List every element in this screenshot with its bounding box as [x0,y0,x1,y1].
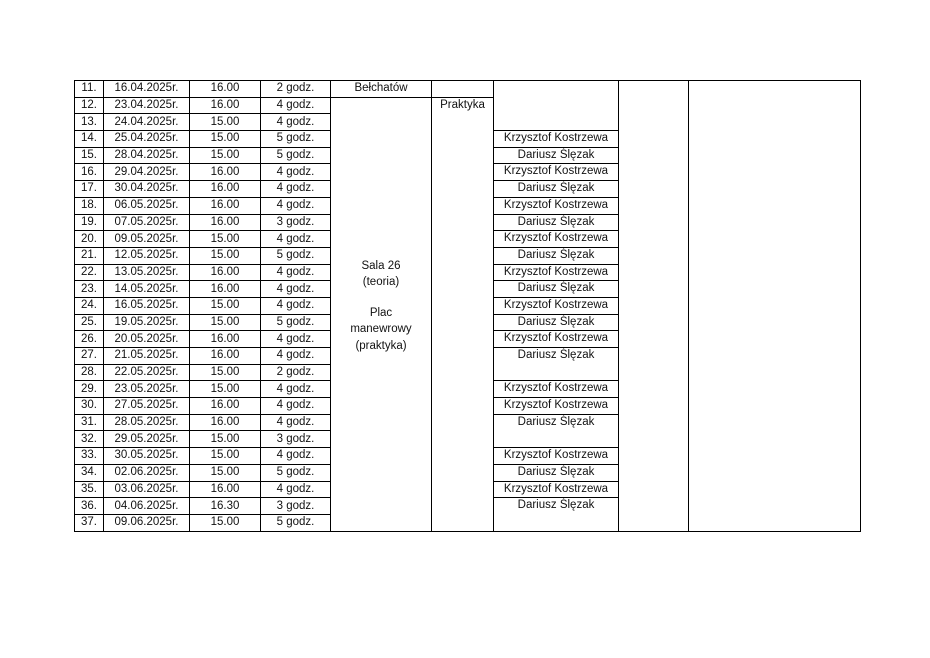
row-hours: 3 godz. [261,214,331,231]
row-hours: 2 godz. [261,364,331,381]
row-number: 19. [75,214,104,231]
row-hours: 4 godz. [261,297,331,314]
row-date: 23.04.2025r. [104,97,190,114]
row-number: 18. [75,197,104,214]
row-hours: 5 godz. [261,464,331,481]
row-hours: 5 godz. [261,147,331,164]
row-number: 37. [75,514,104,531]
row-hours: 4 godz. [261,398,331,415]
row-time: 15.00 [190,314,261,331]
row-hours: 5 godz. [261,314,331,331]
row-date: 03.06.2025r. [104,481,190,498]
row-time: 15.00 [190,247,261,264]
instructor-name: Dariusz Ślęzak [494,314,619,331]
row-time: 16.00 [190,481,261,498]
instructor-name: Dariusz Ślęzak [494,181,619,198]
instructor-name: Dariusz Ślęzak [494,147,619,164]
row-date: 19.05.2025r. [104,314,190,331]
row-date: 20.05.2025r. [104,331,190,348]
row-date: 22.05.2025r. [104,364,190,381]
row-time: 15.00 [190,381,261,398]
instructor-name: Krzysztof Kostrzewa [494,164,619,181]
extra-column-1 [619,81,689,532]
row-time: 16.00 [190,331,261,348]
schedule-table [74,80,861,532]
instructor-name: Dariusz Ślęzak [494,414,619,447]
row-number: 30. [75,398,104,415]
row-date: 04.06.2025r. [104,498,190,515]
row-time: 16.00 [190,281,261,298]
row-number: 24. [75,297,104,314]
row-date: 30.05.2025r. [104,448,190,465]
row-time: 16.00 [190,398,261,415]
row-hours: 4 godz. [261,114,331,131]
row-time: 16.00 [190,81,261,98]
row-time: 16.00 [190,414,261,431]
yard-line: manewrowy [350,323,412,336]
row-date: 09.06.2025r. [104,514,190,531]
instructor-name: Krzysztof Kostrzewa [494,398,619,415]
instructor-name: Dariusz Ślęzak [494,348,619,381]
row-number: 29. [75,381,104,398]
row-number: 27. [75,348,104,365]
row-hours: 4 godz. [261,197,331,214]
row-hours: 4 godz. [261,264,331,281]
row-hours: 2 godz. [261,81,331,98]
instructor-name [494,81,619,131]
row-date: 21.05.2025r. [104,348,190,365]
row-hours: 4 godz. [261,181,331,198]
row-number: 12. [75,97,104,114]
instructor-name: Krzysztof Kostrzewa [494,381,619,398]
row-date: 12.05.2025r. [104,247,190,264]
row-hours: 4 godz. [261,164,331,181]
instructor-name: Krzysztof Kostrzewa [494,197,619,214]
row-time: 16.00 [190,214,261,231]
row-time: 15.00 [190,431,261,448]
row-number: 15. [75,147,104,164]
row-number: 14. [75,131,104,148]
row-date: 28.05.2025r. [104,414,190,431]
row-date: 25.04.2025r. [104,131,190,148]
row-time: 15.00 [190,147,261,164]
instructor-name: Krzysztof Kostrzewa [494,331,619,348]
row-date: 30.04.2025r. [104,181,190,198]
row-time: 16.00 [190,97,261,114]
row-hours: 3 godz. [261,498,331,515]
row-hours: 4 godz. [261,381,331,398]
row-time: 15.00 [190,131,261,148]
row-date: 09.05.2025r. [104,231,190,248]
instructor-name: Krzysztof Kostrzewa [494,131,619,148]
row-number: 34. [75,464,104,481]
yard-line: (praktyka) [355,340,407,353]
row-date: 27.05.2025r. [104,398,190,415]
instructor-name: Dariusz Ślęzak [494,464,619,481]
extra-column-2 [689,81,861,532]
row-hours: 4 godz. [261,281,331,298]
row-number: 33. [75,448,104,465]
row-hours: 4 godz. [261,331,331,348]
instructor-name: Krzysztof Kostrzewa [494,297,619,314]
schedule-body [75,81,861,532]
row-hours: 4 godz. [261,97,331,114]
place-belchatow: Bełchatów [331,81,432,98]
instructor-name: Dariusz Ślęzak [494,214,619,231]
row-number: 36. [75,498,104,515]
row-hours: 4 godz. [261,231,331,248]
row-time: 16.00 [190,264,261,281]
row-date: 06.05.2025r. [104,197,190,214]
row-hours: 4 godz. [261,414,331,431]
row-date: 29.05.2025r. [104,431,190,448]
row-number: 28. [75,364,104,381]
instructor-name: Krzysztof Kostrzewa [494,231,619,248]
room-line: Sala 26 [361,259,401,272]
row-number: 13. [75,114,104,131]
row-date: 24.04.2025r. [104,114,190,131]
row-time: 15.00 [190,114,261,131]
row-number: 17. [75,181,104,198]
yard-line: Plac [369,306,393,319]
instructor-name: Dariusz Ślęzak [494,247,619,264]
row-time: 16.00 [190,181,261,198]
row-number: 20. [75,231,104,248]
row-time: 15.00 [190,231,261,248]
row-time: 15.00 [190,297,261,314]
row-hours: 4 godz. [261,481,331,498]
row-date: 14.05.2025r. [104,281,190,298]
row-time: 16.00 [190,197,261,214]
row-hours: 5 godz. [261,247,331,264]
instructor-name: Krzysztof Kostrzewa [494,448,619,465]
row-time: 16.00 [190,348,261,365]
row-hours: 4 godz. [261,448,331,465]
form-praktyka: Praktyka [432,97,494,531]
row-hours: 3 godz. [261,431,331,448]
row-time: 16.30 [190,498,261,515]
instructor-name: Dariusz Ślęzak [494,281,619,298]
row-number: 23. [75,281,104,298]
row-time: 15.00 [190,448,261,465]
row-time: 16.00 [190,164,261,181]
room-line: (teoria) [362,276,400,289]
row-date: 28.04.2025r. [104,147,190,164]
row-date: 23.05.2025r. [104,381,190,398]
row-time: 15.00 [190,464,261,481]
form-blank [432,81,494,98]
row-number: 25. [75,314,104,331]
row-number: 31. [75,414,104,431]
row-hours: 5 godz. [261,131,331,148]
row-date: 29.04.2025r. [104,164,190,181]
row-date: 13.05.2025r. [104,264,190,281]
row-date: 07.05.2025r. [104,214,190,231]
row-hours: 4 godz. [261,348,331,365]
row-time: 15.00 [190,364,261,381]
row-date: 02.06.2025r. [104,464,190,481]
instructor-name: Krzysztof Kostrzewa [494,264,619,281]
row-number: 22. [75,264,104,281]
row-number: 32. [75,431,104,448]
row-number: 35. [75,481,104,498]
place-rooms [331,97,432,531]
row-number: 21. [75,247,104,264]
row-number: 16. [75,164,104,181]
table-row [75,81,861,98]
row-date: 16.04.2025r. [104,81,190,98]
row-number: 11. [75,81,104,98]
instructor-name: Krzysztof Kostrzewa [494,481,619,498]
instructor-name: Dariusz Ślęzak [494,498,619,531]
row-date: 16.05.2025r. [104,297,190,314]
row-time: 15.00 [190,514,261,531]
row-hours: 5 godz. [261,514,331,531]
row-number: 26. [75,331,104,348]
